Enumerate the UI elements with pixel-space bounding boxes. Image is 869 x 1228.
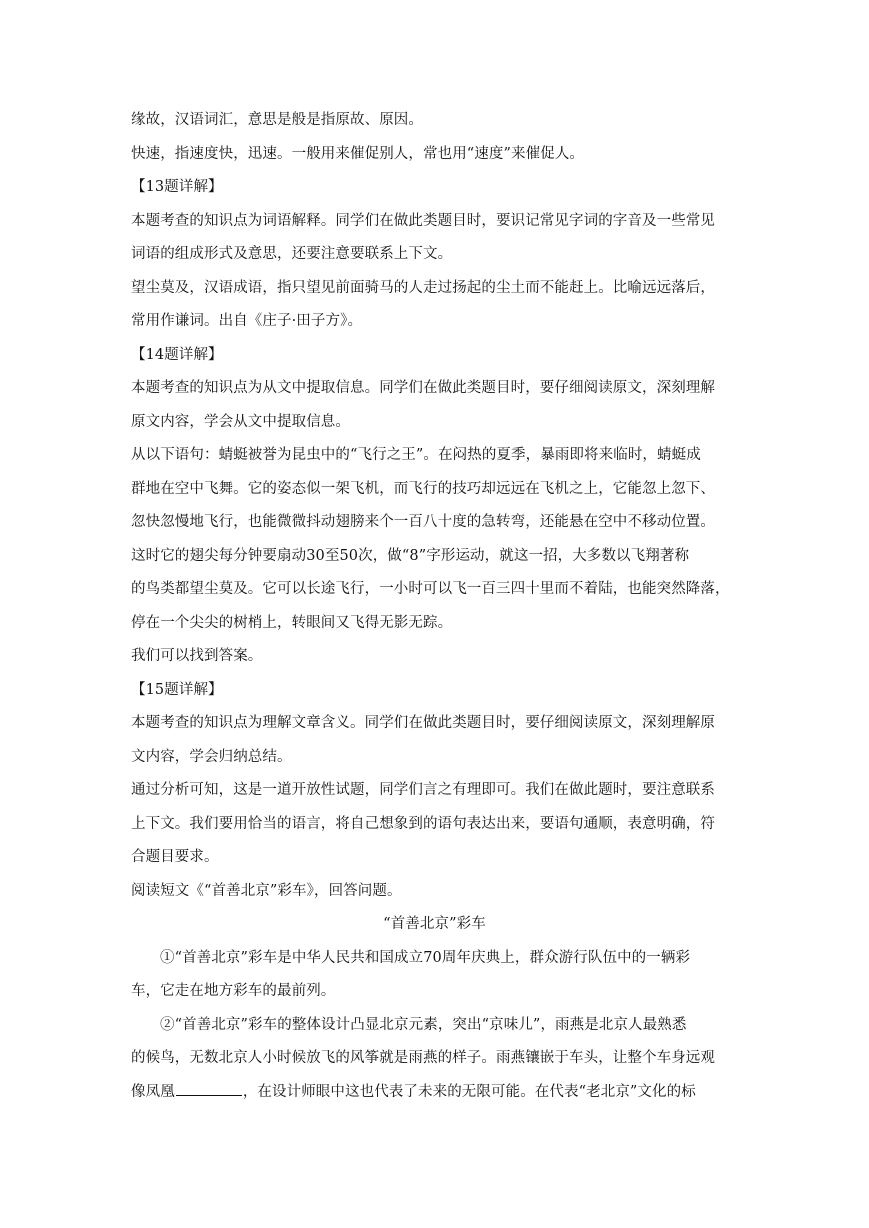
text-line: 的鸟类都望尘莫及。它可以长途飞行，一小时可以飞一百三四十里而不着陆，也能突然降落， <box>131 581 730 597</box>
text-line: 停在一个尖尖的树梢上，转眼间又飞得无影无踪。 <box>131 614 453 631</box>
text-line: 词语的组成形式及意思，还要注意要联系上下文。 <box>131 246 453 262</box>
text-line: 原文内容，学会从文中提取信息。 <box>131 413 350 430</box>
document-body <box>131 104 738 1109</box>
text-line: 通过分析可知，这是一道开放性试题，同学们言之有理即可。我们在做此题时，要注意联系 <box>131 782 715 798</box>
text-line: 忽快忽慢地飞行，也能微微抖动翅膀来个一百八十度的急转弯，还能悬在空中不移动位置。 <box>131 514 715 530</box>
text-line: 本题考查的知识点为理解文章含义。同学们在做此类题目时，要仔细阅读原文，深刻理解原 <box>131 715 715 731</box>
text-line: 缘故，汉语词汇，意思是般是指原故、原因。 <box>131 112 423 128</box>
text-line: 本题考查的知识点为词语解释。同学们在做此类题目时，要识记常见字词的字音及一些常见 <box>131 212 715 229</box>
section-heading-15: 【15题详解】 <box>131 681 223 698</box>
text-line: 上下文。我们要用恰当的语言，将自己想象到的语句表达出来，要语句通顺，表意明确，符 <box>131 815 715 832</box>
text-line: 群地在空中飞舞。它的姿态似一架飞机，而飞行的技巧却远远在飞机之上，它能忽上忽下、 <box>131 480 715 497</box>
text-line: 这时它的翅尖每分钟要扇动30至50次，做“8”字形运动，就这一招，大多数以飞翔著称 <box>131 547 690 564</box>
article-paragraph-line <box>131 1076 738 1110</box>
fill-in-blank <box>176 1079 242 1096</box>
text-line: 我们可以找到答案。 <box>131 648 263 664</box>
article-paragraph-line: ②“首善北京”彩车的整体设计凸显北京元素，突出“京味儿”，雨燕是北京人最熟悉 <box>160 1016 687 1033</box>
text-line: 从以下语句：蜻蜓被誉为昆虫中的“飞行之王”。在闷热的夏季，暴雨即将来临时，蜻蜓成 <box>131 447 701 463</box>
section-heading-14: 【14题详解】 <box>131 346 223 363</box>
section-heading-13: 【13题详解】 <box>131 179 223 195</box>
article-paragraph-line: ①“首善北京”彩车是中华人民共和国成立70周年庆典上，群众游行队伍中的一辆彩 <box>160 949 691 966</box>
article-title: “首善北京”彩车 <box>383 916 486 932</box>
text-before-blank: 像凤凰 <box>131 1083 175 1100</box>
text-line: 快速，指速度快，迅速。一般用来催促别人，常也用“速度”来催促人。 <box>131 145 585 162</box>
text-line: 文内容，学会归纳总结。 <box>131 748 292 765</box>
reading-prompt: 阅读短文《“首善北京”彩车》，回答问题。 <box>131 882 402 899</box>
text-line: 合题目要求。 <box>131 849 219 865</box>
article-paragraph-line: 车，它走在地方彩车的最前列。 <box>131 983 336 999</box>
text-line: 常用作谦词。出自《庄子·田子方》。 <box>131 313 363 329</box>
text-after-blank: ，在设计师眼中这也代表了未来的无限可能。在代表“老北京”文化的标 <box>242 1083 696 1100</box>
text-line: 本题考查的知识点为从文中提取信息。同学们在做此类题目时，要仔细阅读原文，深刻理解 <box>131 380 715 396</box>
text-line: 望尘莫及，汉语成语，指只望见前面骑马的人走过扬起的尘土而不能赶上。比喻远远落后， <box>131 279 715 296</box>
article-paragraph-line: 的候鸟，无数北京人小时候放飞的风筝就是雨燕的样子。雨燕镶嵌于车头，让整个车身远观 <box>131 1050 715 1066</box>
